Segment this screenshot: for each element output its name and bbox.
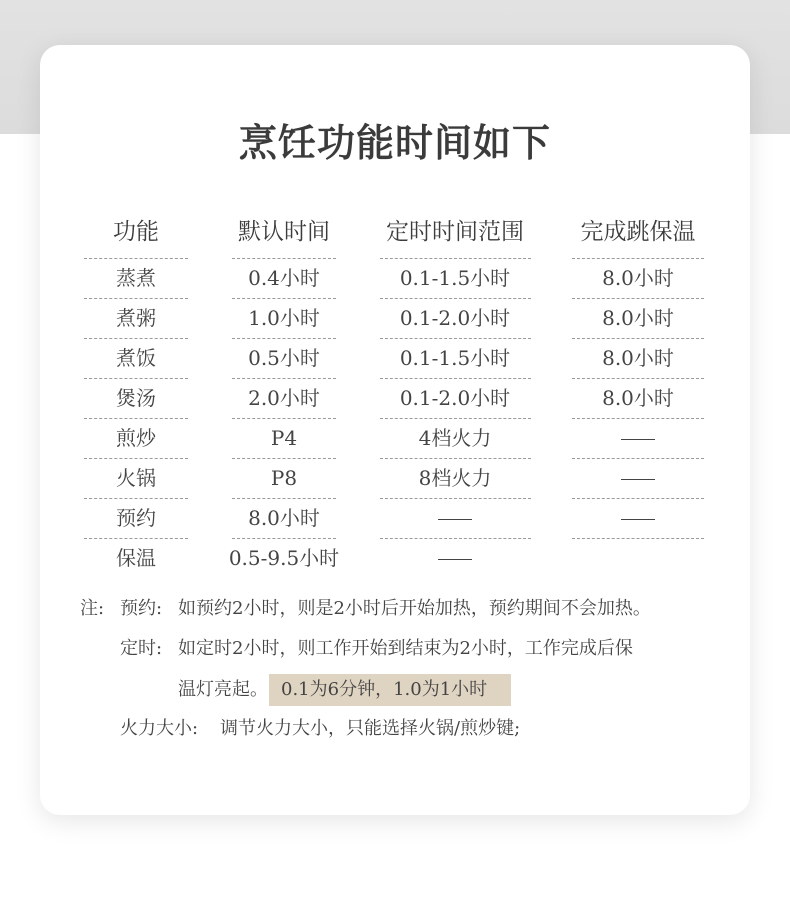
page-title: 烹饪功能时间如下 bbox=[238, 121, 551, 165]
table-cell: 4档火力 bbox=[418, 426, 492, 450]
note-dingshi-text-2: 温灯亮起。 bbox=[178, 679, 268, 700]
table-cell: 煮饭 bbox=[116, 346, 156, 370]
col-header-default-time: 默认时间 bbox=[238, 219, 330, 245]
table-cell: 8.0小时 bbox=[248, 506, 320, 530]
table-cell: 0.1-1.5小时 bbox=[399, 266, 511, 290]
table-cell: 保温 bbox=[116, 546, 156, 570]
table-cell: 1.0小时 bbox=[248, 306, 320, 330]
note-yuyue-label: 预约: bbox=[120, 598, 163, 619]
note-yuyue-text: 如预约2小时，则是2小时后开始加热，预约期间不会加热。 bbox=[178, 598, 651, 619]
notes-prefix: 注: bbox=[80, 598, 105, 619]
not-applicable-dash bbox=[621, 519, 655, 520]
table-cell: P8 bbox=[270, 466, 298, 490]
table-cell: 煮粥 bbox=[116, 306, 156, 330]
table-cell: 火锅 bbox=[116, 466, 156, 490]
not-applicable-dash bbox=[621, 439, 655, 440]
table-cell: 8.0小时 bbox=[602, 266, 674, 290]
col-header-function: 功能 bbox=[113, 219, 159, 245]
table-cell: 0.5-9.5小时 bbox=[228, 546, 340, 570]
table-cell bbox=[538, 418, 738, 458]
table-cell: 8档火力 bbox=[418, 466, 492, 490]
col-header-keep-warm: 完成跳保温 bbox=[580, 219, 696, 245]
table-cell bbox=[355, 498, 555, 538]
table-cell: 0.1-1.5小时 bbox=[399, 346, 511, 370]
table-cell: 8.0小时 bbox=[602, 346, 674, 370]
note-huoli-text: 调节火力大小，只能选择火锅/煎炒键; bbox=[220, 718, 521, 739]
table-cell: 0.1-2.0小时 bbox=[399, 306, 511, 330]
note-highlight-text: 0.1为6分钟，1.0为1小时 bbox=[281, 679, 488, 700]
table-cell: 煎炒 bbox=[116, 426, 156, 450]
table-cell bbox=[538, 538, 738, 578]
table-cell: 8.0小时 bbox=[602, 306, 674, 330]
table-cell: 0.1-2.0小时 bbox=[399, 386, 511, 410]
table-cell bbox=[538, 498, 738, 538]
table-cell: 2.0小时 bbox=[248, 386, 320, 410]
not-applicable-dash bbox=[438, 519, 472, 520]
table-cell bbox=[355, 538, 555, 578]
table-cell: 8.0小时 bbox=[602, 386, 674, 410]
table-cell: 预约 bbox=[116, 506, 156, 530]
table-cell: 蒸煮 bbox=[116, 266, 156, 290]
table-cell: 煲汤 bbox=[116, 386, 156, 410]
note-dingshi-text: 如定时2小时，则工作开始到结束为2小时，工作完成后保 bbox=[178, 638, 633, 659]
note-huoli-label: 火力大小: bbox=[120, 718, 199, 739]
table-cell: 0.5小时 bbox=[248, 346, 320, 370]
table-cell bbox=[538, 458, 738, 498]
table-cell: 0.4小时 bbox=[248, 266, 320, 290]
not-applicable-dash bbox=[438, 559, 472, 560]
not-applicable-dash bbox=[621, 479, 655, 480]
col-header-timer-range: 定时时间范围 bbox=[386, 219, 524, 245]
note-dingshi-label: 定时: bbox=[120, 638, 163, 659]
table-cell: P4 bbox=[270, 426, 298, 450]
